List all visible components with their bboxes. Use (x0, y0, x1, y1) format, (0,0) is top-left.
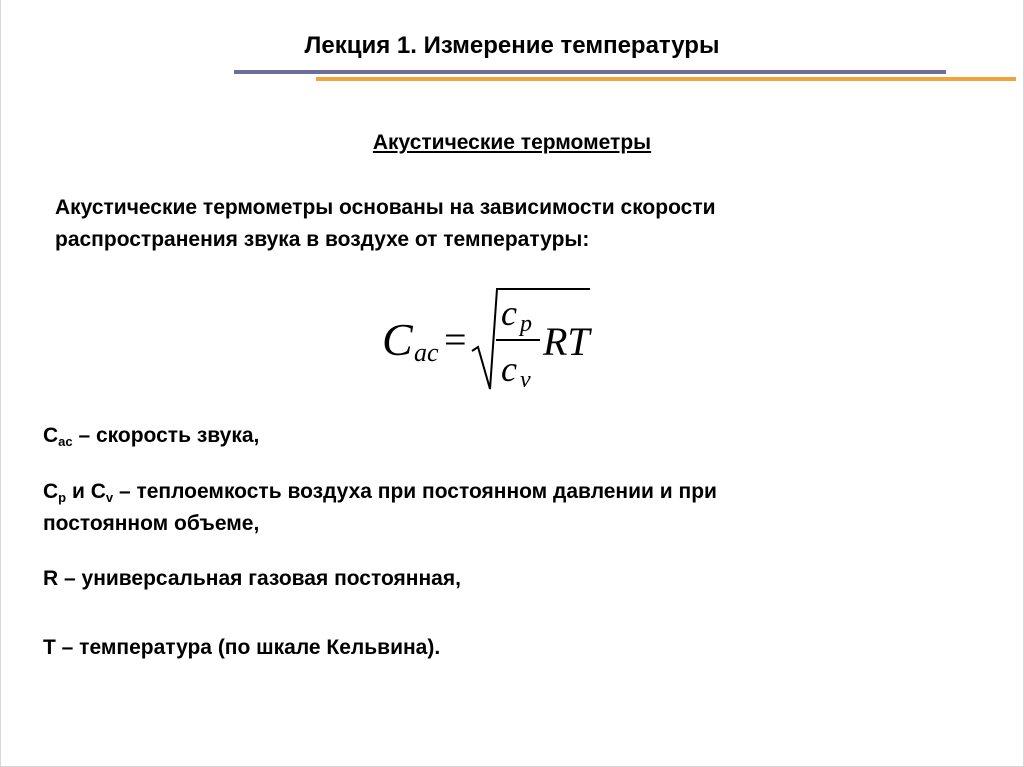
formula-den-sub: v (520, 367, 531, 393)
page-title: Лекция 1. Измерение температуры (304, 32, 720, 59)
section-heading: Акустические термометры (372, 131, 652, 154)
def-conjunction: и (66, 480, 91, 503)
formula-equals: = (444, 317, 467, 362)
def-text: – скорость звука, (72, 424, 260, 447)
definition-r: R – универсальная газовая постоянная, (43, 567, 461, 590)
def-text: – теплоемкость воздуха при постоянном давлении и при (113, 480, 717, 503)
formula-num-sub: p (520, 311, 532, 337)
def-symbol: C (43, 424, 59, 447)
formula-den: c (501, 349, 517, 389)
formula-lhs-sub: ac (414, 338, 439, 367)
def-symbol-cv-sub: v (105, 490, 114, 505)
def-symbol-sub: ac (58, 434, 73, 449)
def-symbol-cp-sub: p (58, 490, 67, 505)
slide-frame-left (0, 0, 1, 767)
formula-tail: RT (543, 319, 590, 364)
definition-cac (43, 420, 259, 452)
formula-num: c (501, 293, 517, 333)
def-symbol-cv: C (90, 480, 106, 503)
sound-speed-formula (380, 285, 610, 395)
intro-paragraph (55, 192, 955, 256)
intro-line-2: распространения звука в воздухе от температуры: (55, 228, 590, 251)
formula-lhs: C (382, 314, 413, 365)
def-symbol-cp: C (43, 480, 59, 503)
title-underline-blue (234, 70, 946, 74)
definition-cp-cv (43, 476, 943, 540)
title-underline-orange (316, 77, 1016, 81)
def-text-line-2: постоянном объеме, (43, 512, 260, 535)
intro-line-1: Акустические термометры основаны на зависимости скорости (55, 196, 716, 219)
definition-t: T – температура (по шкале Кельвина). (43, 636, 441, 659)
